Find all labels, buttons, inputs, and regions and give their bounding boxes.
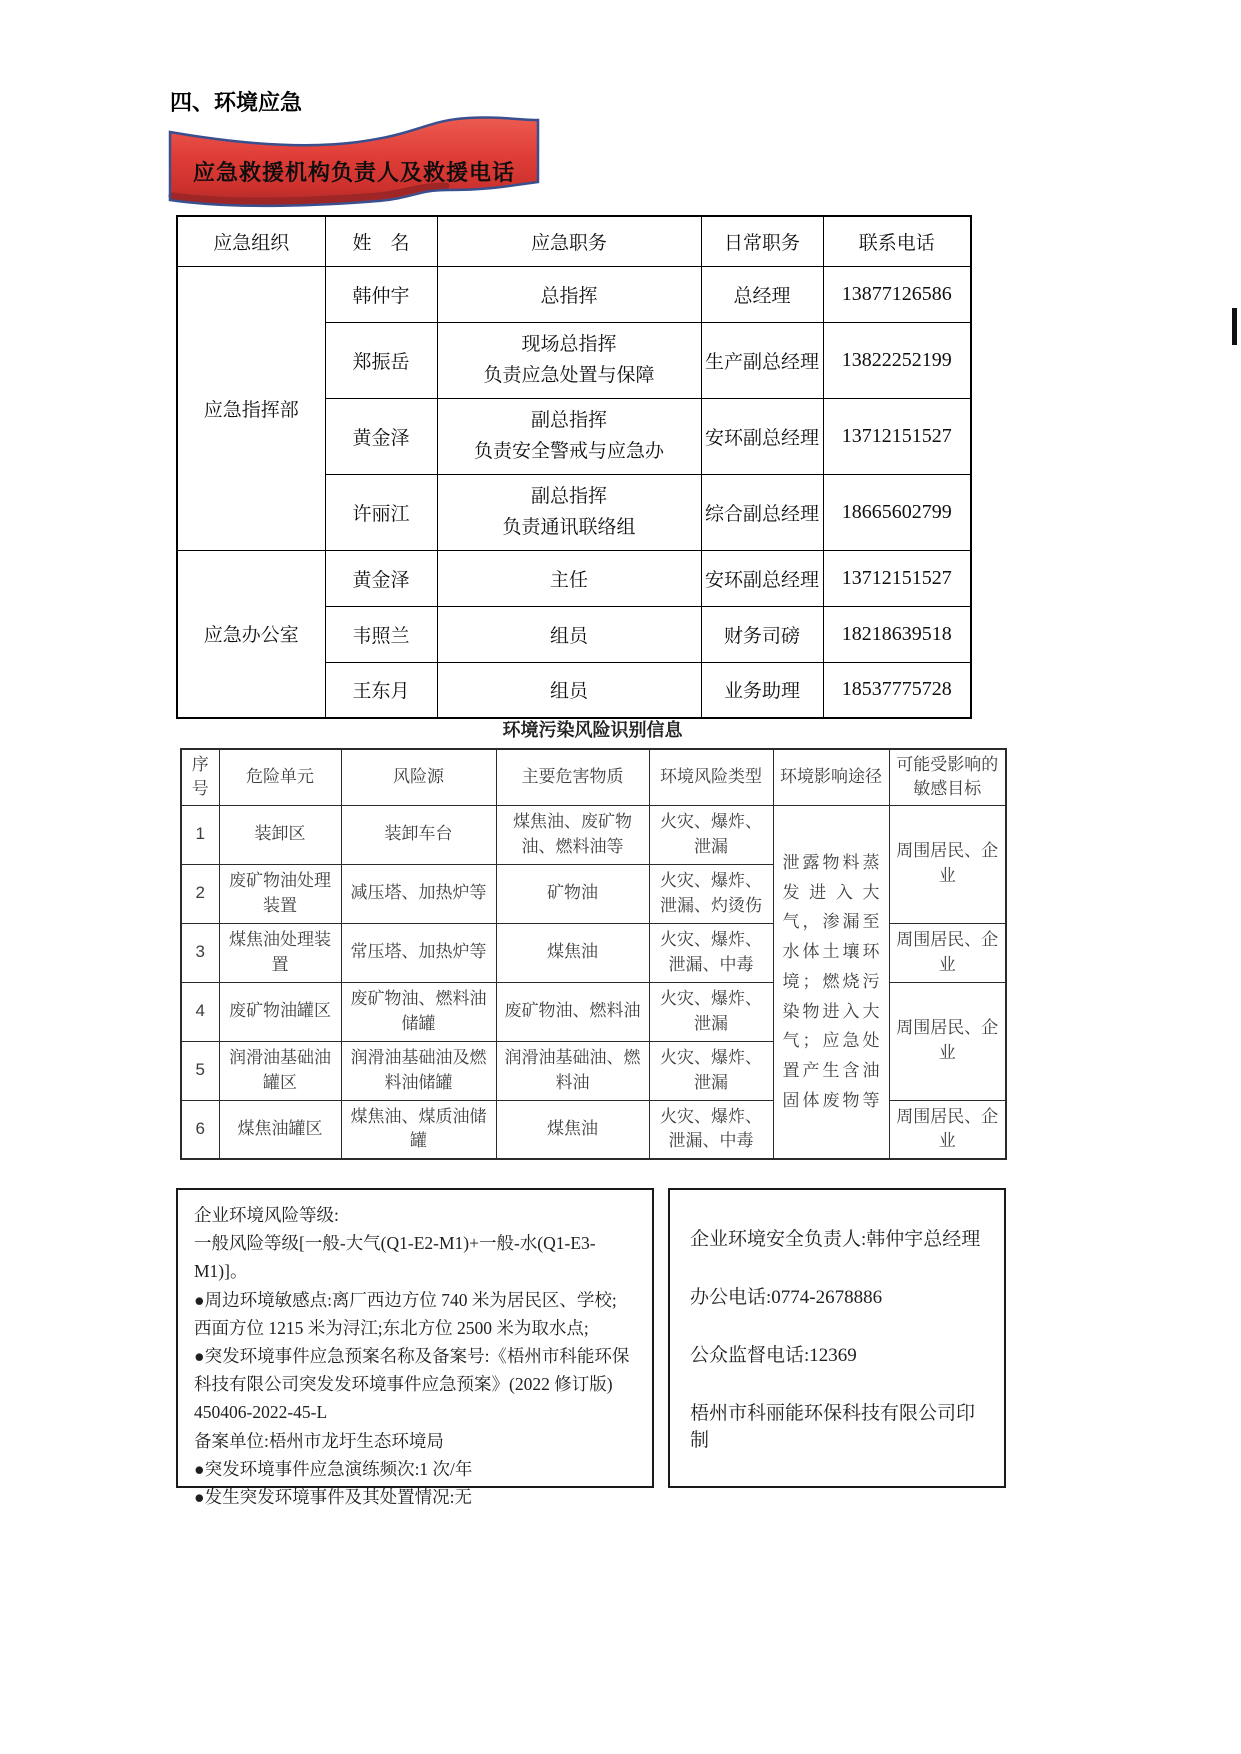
- target-cell: 周围居民、企业: [889, 982, 1006, 1100]
- info-line: 科技有限公司突发发环境事件应急预案》(2022 修订版): [194, 1374, 613, 1395]
- target-cell: 周围居民、企业: [889, 805, 1006, 923]
- daily-duty-cell: 安环副总经理: [701, 398, 823, 474]
- row-number-cell: 2: [181, 864, 219, 923]
- duty-cell: 主任: [437, 550, 701, 606]
- info-line: ●发生突发环境事件及其处置情况:无: [194, 1487, 472, 1508]
- target-cell: 周围居民、企业: [889, 1100, 1006, 1159]
- source-cell: 减压塔、加热炉等: [341, 864, 496, 923]
- info-line: 备案单位:梧州市龙圩生态环境局: [194, 1430, 444, 1451]
- row-number-cell: 4: [181, 982, 219, 1041]
- col-header-risk-type: 环境风险类型: [649, 749, 773, 805]
- phone-cell: 18218639518: [823, 606, 971, 662]
- risk-type-cell: 火灾、爆炸、泄漏、灼烫伤: [649, 864, 773, 923]
- material-cell: 废矿物油、燃料油: [496, 982, 649, 1041]
- risk-identification-table: [180, 748, 1007, 1160]
- name-cell: 王东月: [325, 662, 437, 718]
- org-group-cell: 应急办公室: [177, 550, 325, 718]
- duty-cell: 组员: [437, 662, 701, 718]
- duty-line-2: 负责通讯联络组: [502, 517, 636, 538]
- row-number-cell: 1: [181, 805, 219, 864]
- info-line: 一般风险等级[一般-大气(Q1-E2-M1)+一般-水(Q1-E3-M1)]。: [194, 1233, 596, 1282]
- info-line: ●突发环境事件应急演练频次:1 次/年: [194, 1458, 473, 1479]
- material-cell: 矿物油: [496, 864, 649, 923]
- table-header-row: [181, 749, 1006, 805]
- contact-info-box: [668, 1188, 1006, 1488]
- row-number-cell: 5: [181, 1041, 219, 1100]
- daily-duty-cell: 安环副总经理: [701, 550, 823, 606]
- source-cell: 装卸车台: [341, 805, 496, 864]
- emergency-contacts-table: [176, 215, 972, 719]
- info-line: ●周边环境敏感点:离厂西边方位 740 米为居民区、学校;: [194, 1289, 617, 1310]
- col-header-duty: 应急职务: [437, 216, 701, 266]
- duty-cell: 组员: [437, 606, 701, 662]
- col-header-unit: 危险单元: [219, 749, 341, 805]
- org-group-cell: 应急指挥部: [177, 266, 325, 550]
- duty-cell: [437, 398, 701, 474]
- unit-cell: 煤焦油罐区: [219, 1100, 341, 1159]
- row-number-cell: 6: [181, 1100, 219, 1159]
- risk-type-cell: 火灾、爆炸、泄漏、中毒: [649, 923, 773, 982]
- section-banner-title: 应急救援机构负责人及救援电话: [192, 160, 515, 185]
- row-number-cell: 3: [181, 923, 219, 982]
- risk-table-title: 环境污染风险识别信息: [502, 720, 683, 740]
- duty-cell: [437, 474, 701, 550]
- col-header-material: 主要危害物质: [496, 749, 649, 805]
- source-cell: 煤焦油、煤质油储罐: [341, 1100, 496, 1159]
- daily-duty-cell: 财务司磅: [701, 606, 823, 662]
- unit-cell: 煤焦油处理装置: [219, 923, 341, 982]
- duty-line-1: 副总指挥: [530, 409, 607, 431]
- source-cell: 常压塔、加热炉等: [341, 923, 496, 982]
- col-header-name: 姓 名: [325, 216, 437, 266]
- info-line: 450406-2022-45-L: [194, 1402, 328, 1423]
- info-line: 西面方位 1215 米为浔江;东北方位 2500 米为取水点;: [194, 1317, 589, 1338]
- phone-cell: 18665602799: [823, 474, 971, 550]
- daily-duty-cell: 生产副总经理: [701, 322, 823, 398]
- name-cell: 黄金泽: [325, 398, 437, 474]
- duty-line-1: 副总指挥: [530, 485, 607, 507]
- info-line: 企业环境风险等级:: [194, 1205, 339, 1225]
- table-header-row: [177, 216, 971, 266]
- material-cell: 润滑油基础油、燃料油: [496, 1041, 649, 1100]
- daily-duty-cell: 综合副总经理: [701, 474, 823, 550]
- unit-cell: 废矿物油罐区: [219, 982, 341, 1041]
- material-cell: 煤焦油、废矿物油、燃料油等: [496, 805, 649, 864]
- unit-cell: 废矿物油处理装置: [219, 864, 341, 923]
- risk-type-cell: 火灾、爆炸、泄漏、中毒: [649, 1100, 773, 1159]
- section-banner: [168, 112, 540, 212]
- col-header-targets: 可能受影响的敏感目标: [889, 749, 1006, 805]
- name-cell: 韦照兰: [325, 606, 437, 662]
- impact-path-cell: 泄露物料蒸发进入大气，渗漏至水体土壤环境；燃烧污染物进入大气；应急处置产生含油固体废物等: [773, 805, 889, 1159]
- daily-duty-cell: 总经理: [701, 266, 823, 322]
- material-cell: 煤焦油: [496, 923, 649, 982]
- name-cell: 郑振岳: [325, 322, 437, 398]
- name-cell: 韩仲宇: [325, 266, 437, 322]
- duty-cell: 总指挥: [437, 266, 701, 322]
- phone-cell: 13712151527: [823, 550, 971, 606]
- table-row: [181, 805, 1006, 864]
- risk-level-info-box: [176, 1188, 654, 1508]
- duty-line-2: 负责安全警戒与应急办: [473, 441, 664, 462]
- duty-line-1: 现场总指挥: [521, 333, 617, 355]
- col-header-daily: 日常职务: [701, 216, 823, 266]
- name-cell: 黄金泽: [325, 550, 437, 606]
- col-header-phone: 联系电话: [823, 216, 971, 266]
- table-row: [177, 266, 971, 322]
- daily-duty-cell: 业务助理: [701, 662, 823, 718]
- risk-type-cell: 火灾、爆炸、泄漏: [649, 1041, 773, 1100]
- col-header-org: 应急组织: [177, 216, 325, 266]
- name-cell: 许丽江: [325, 474, 437, 550]
- public-hotline-line: 公众监督电话:12369: [690, 1345, 857, 1367]
- info-line: ●突发环境事件应急预案名称及备案号:《梧州市科能环保: [194, 1346, 630, 1367]
- source-cell: 废矿物油、燃料油储罐: [341, 982, 496, 1041]
- col-header-no: 序号: [181, 749, 219, 805]
- phone-cell: 13712151527: [823, 398, 971, 474]
- safety-officer-line: 企业环境安全负责人:韩仲宇总经理: [690, 1228, 981, 1250]
- unit-cell: 装卸区: [219, 805, 341, 864]
- source-cell: 润滑油基础油及燃料油储罐: [341, 1041, 496, 1100]
- phone-cell: 18537775728: [823, 662, 971, 718]
- duty-cell: [437, 322, 701, 398]
- phone-cell: 13822252199: [823, 322, 971, 398]
- page-title: 四、环境应急: [170, 90, 303, 115]
- risk-type-cell: 火灾、爆炸、泄漏: [649, 982, 773, 1041]
- unit-cell: 润滑油基础油罐区: [219, 1041, 341, 1100]
- table-row: [177, 550, 971, 606]
- phone-cell: 13877126586: [823, 266, 971, 322]
- printed-by-line: 梧州市科丽能环保科技有限公司印制: [690, 1403, 976, 1452]
- target-cell: 周围居民、企业: [889, 923, 1006, 982]
- office-phone-line: 办公电话:0774-2678886: [690, 1286, 883, 1308]
- duty-line-2: 负责应急处置与保障: [483, 365, 655, 386]
- stray-caret-mark: [1232, 308, 1237, 345]
- col-header-source: 风险源: [341, 749, 496, 805]
- material-cell: 煤焦油: [496, 1100, 649, 1159]
- risk-type-cell: 火灾、爆炸、泄漏: [649, 805, 773, 864]
- col-header-impact-path: 环境影响途径: [773, 749, 889, 805]
